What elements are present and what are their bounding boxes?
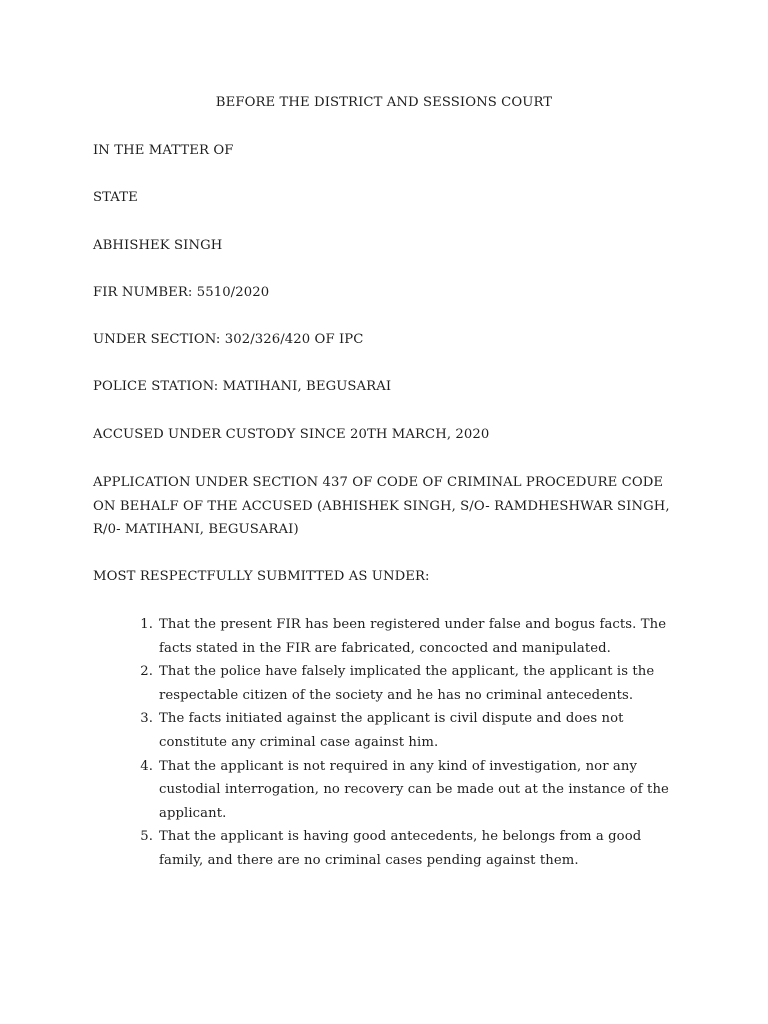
list-item-number: 5. (140, 829, 153, 845)
custody-statement: ACCUSED UNDER CUSTODY SINCE 20TH MARCH, 2020 (93, 427, 490, 442)
court-title: BEFORE THE DISTRICT AND SESSIONS COURT (215, 95, 553, 110)
in-the-matter-heading: IN THE MATTER OF (93, 143, 234, 158)
list-item-number: 2. (140, 664, 153, 680)
police-station: POLICE STATION: MATIHANI, BEGUSARAI (93, 379, 392, 394)
list-item (93, 755, 684, 826)
under-section: UNDER SECTION: 302/326/420 OF IPC (93, 332, 364, 347)
list-item-text: That the police have falsely implicated the applicant, the applicant is the respectable citizen of the society and he has no criminal antecedents. (159, 664, 655, 703)
party-accused: ABHISHEK SINGH (93, 238, 223, 253)
list-item-number: 3. (140, 711, 153, 727)
application-paragraph: APPLICATION UNDER SECTION 437 OF CODE OF CRIMINAL PROCEDURE CODE ON BEHALF OF THE ACCUSED (ABHISHEK SINGH, S/O- RAMDHESHWAR SINGH, R/0- MATIHANI, BEGUSARAI) (93, 475, 670, 537)
party-state: STATE (93, 190, 138, 205)
list-item (93, 613, 684, 660)
list-item (93, 707, 684, 754)
list-item-text: That the applicant is not required in any kind of investigation, nor any custodial interrogation, no recovery can be made out at the instance of the applicant. (159, 758, 669, 821)
submission-heading: MOST RESPECTFULLY SUBMITTED AS UNDER: (93, 569, 430, 584)
list-item (93, 660, 684, 707)
fir-number: FIR NUMBER: 5510/2020 (93, 285, 270, 300)
submission-points-list (93, 613, 693, 873)
list-item (93, 825, 684, 872)
list-item-text: That the present FIR has been registered under false and bogus facts. The facts stated in the FIR are fabricated, concocted and manipulated. (159, 617, 667, 656)
list-item-text: The facts initiated against the applicant is civil dispute and does not constitute any criminal case against him. (159, 711, 624, 750)
list-item-number: 1. (140, 617, 153, 632)
list-item-text: That the applicant is having good antecedents, he belongs from a good family, and there are no criminal cases pending against them. (159, 829, 642, 868)
list-item-number: 4. (140, 758, 153, 774)
